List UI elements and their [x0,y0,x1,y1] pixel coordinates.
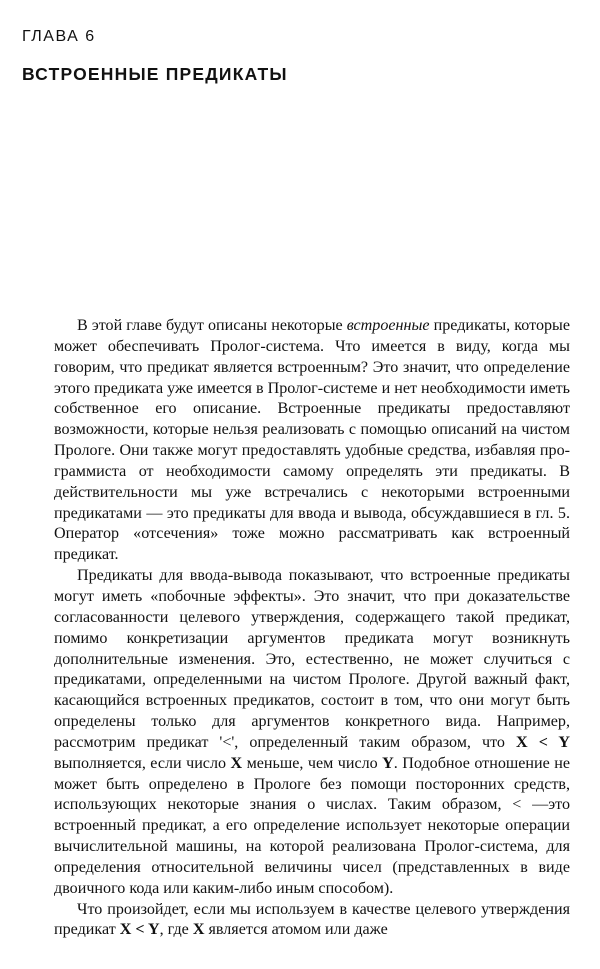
emphasized-term: встроенные [346,317,430,334]
paragraph-1 [54,316,570,566]
formula: X < Y [119,921,160,939]
text-segment: , где [159,921,193,939]
chapter-title: ВСТРОЕННЫЕ ПРЕДИКАТЫ [22,64,288,84]
text-segment: выполняется, если число [54,754,231,772]
formula: X < Y [516,733,570,751]
text-segment: предикаты, которые может обеспечивать Пролог-система. Что имеется в виду, когда мы говорим, что предикат является встроенным? Это значит, что определение этого предиката уже имеется в Пролог-системе и нет необходимости иметь собственное его описание. Встроенные предикаты предоставляют возможности, которые нельзя реализовать с помощью описаний на чистом Прологе. Они также могут предоставлять удобные средства, избавляя программиста от необходимости самому определять эти предикаты. В действительности мы уже встречались с некоторыми встроенными предикатами — это предикаты для ввода и вывода, обсуждавшиеся в гл. 5. Оператор «отсечения» тоже можно рассматривать как встроенный предикат. [54,317,571,564]
paragraph-3 [54,900,570,942]
variable: X [192,921,205,939]
text-segment: В этой главе будут описаны некоторые [77,317,347,334]
text-segment: Предикаты для ввода-вывода показывают, что встроенные предикаты могут иметь «побочные эффекты». Это значит, что при доказательстве согласованности целевого утверждения, содержащего такой предикат, помимо конкретизации аргументов предиката могут возникнуть дополнительные изменения. Это, естественно, не может случиться с предикатами, определенными на чистом Прологе. Другой важный факт, касающийся встроенных предикатов, состоит в том, что они могут быть определены только для аргументов конкретного вида. Например, рассмотрим предикат '<', определенный таким образом, что [54,567,570,751]
variable: Y [382,754,394,772]
variable: X [230,754,243,772]
chapter-number: ГЛАВА 6 [22,28,96,45]
body-text [54,316,570,941]
text-segment: Что произойдет, если мы используем в качестве целевого утверждения предикат [54,900,570,939]
text-segment: является атомом или даже [204,921,388,939]
text-segment: . Подобное отношение не может быть определено в Прологе без помощи посторонних средств, использующих некоторые знания о числах. Таким образом, < —это встроенный предикат, а его определение использует некоторые операции вычислительной машины, на которой реализована Пролог-система, для определения относительной величины чисел (представленных в виде двоичного кода или каким-либо иным способом). [54,754,570,897]
paragraph-2 [54,566,570,900]
text-segment: меньше, чем число [242,754,383,772]
